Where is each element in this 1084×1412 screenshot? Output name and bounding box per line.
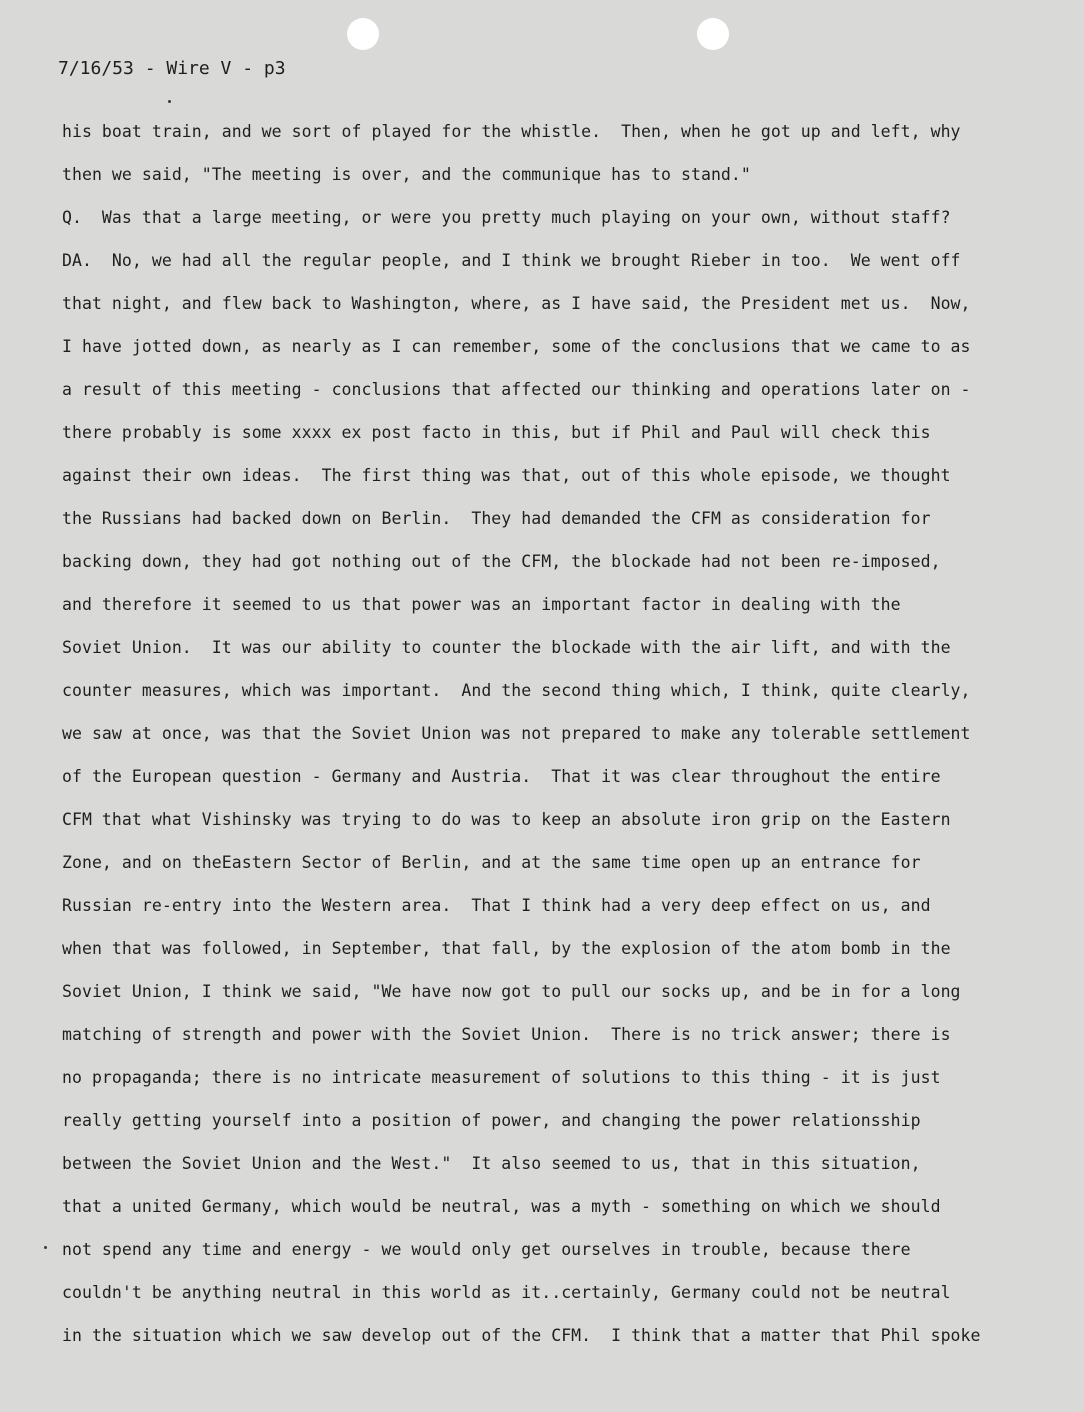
text-line: Soviet Union. It was our ability to counter the blockade with the air lift, and with the: [62, 638, 951, 657]
text-line: then we said, "The meeting is over, and the communique has to stand.": [62, 165, 751, 184]
text-line: between the Soviet Union and the West." It also seemed to us, that in this situation,: [62, 1154, 921, 1173]
stray-mark: [168, 100, 171, 103]
text-line: couldn't be anything neutral in this world as it..certainly, Germany could not be neutral: [62, 1283, 951, 1302]
text-line: Zone, and on theEastern Sector of Berlin, and at the same time open up an entrance for: [62, 853, 921, 872]
stray-mark: [44, 1246, 47, 1249]
text-line: and therefore it seemed to us that power was an important factor in dealing with the: [62, 595, 901, 614]
text-line: Q. Was that a large meeting, or were you pretty much playing on your own, without staff?: [62, 208, 951, 227]
text-line: his boat train, and we sort of played for the whistle. Then, when he got up and left, why: [62, 122, 961, 141]
text-line: of the European question - Germany and Austria. That it was clear throughout the entire: [62, 767, 941, 786]
text-line: matching of strength and power with the Soviet Union. There is no trick answer; there is: [62, 1025, 951, 1044]
text-line: not spend any time and energy - we would only get ourselves in trouble, because there: [62, 1240, 911, 1259]
text-line: there probably is some xxxx ex post facto in this, but if Phil and Paul will check this: [62, 423, 931, 442]
punch-hole: [347, 18, 379, 50]
text-line: DA. No, we had all the regular people, and I think we brought Rieber in too. We went off: [62, 251, 961, 270]
text-line: Russian re-entry into the Western area. That I think had a very deep effect on us, and: [62, 896, 931, 915]
punch-hole: [697, 18, 729, 50]
text-line: no propaganda; there is no intricate measurement of solutions to this thing - it is just: [62, 1068, 941, 1087]
text-line: CFM that what Vishinsky was trying to do was to keep an absolute iron grip on the Eastern: [62, 810, 951, 829]
text-line: really getting yourself into a position of power, and changing the power relationsship: [62, 1111, 921, 1130]
text-line: in the situation which we saw develop out of the CFM. I think that a matter that Phil spoke: [62, 1326, 981, 1345]
text-line: that night, and flew back to Washington, where, as I have said, the President met us. Now,: [62, 294, 971, 313]
text-line: I have jotted down, as nearly as I can remember, some of the conclusions that we came to as: [62, 337, 971, 356]
transcript-body: [62, 116, 1062, 1363]
text-line: we saw at once, was that the Soviet Union was not prepared to make any tolerable settlement: [62, 724, 971, 743]
text-line: against their own ideas. The first thing was that, out of this whole episode, we thought: [62, 466, 951, 485]
text-line: Soviet Union, I think we said, "We have now got to pull our socks up, and be in for a long: [62, 982, 961, 1001]
text-line: backing down, they had got nothing out of the CFM, the blockade had not been re-imposed,: [62, 552, 941, 571]
text-line: the Russians had backed down on Berlin. They had demanded the CFM as consideration for: [62, 509, 931, 528]
text-line: counter measures, which was important. And the second thing which, I think, quite clearly,: [62, 681, 971, 700]
text-line: when that was followed, in September, that fall, by the explosion of the atom bomb in the: [62, 939, 951, 958]
text-line: that a united Germany, which would be neutral, was a myth - something on which we should: [62, 1197, 941, 1216]
page-header: 7/16/53 - Wire V - p3: [58, 58, 286, 79]
text-line: a result of this meeting - conclusions that affected our thinking and operations later on -: [62, 380, 971, 399]
